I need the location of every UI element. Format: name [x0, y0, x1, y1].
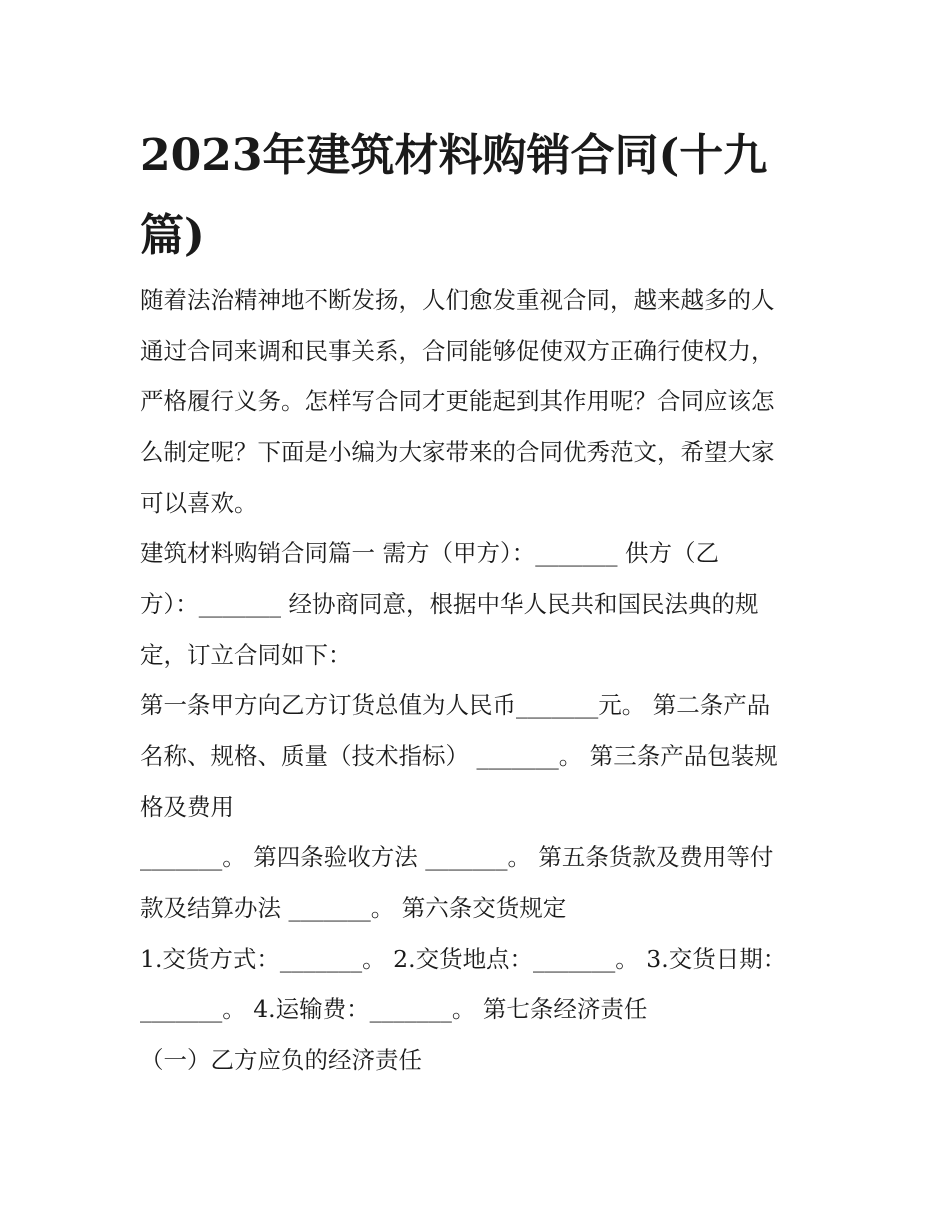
body-line: 么制定呢？下面是小编为大家带来的合同优秀范文，希望大家 [140, 438, 775, 466]
body-line: 定，订立合同如下： [140, 641, 352, 669]
body-line: 款及结算办法 _______。 第六条交货规定 [140, 894, 567, 922]
document-title: 2023年建筑材料购销合同(十九篇) [140, 130, 768, 261]
body-line: 方）：_______ 经协商同意，根据中华人民共和国民法典的规 [140, 590, 759, 618]
body-line: 1.交货方式：_______。 2.交货地点：_______。 3.交货日期： [140, 945, 787, 973]
body-line: 第一条甲方向乙方订货总值为人民币_______元。 第二条产品 [140, 691, 771, 719]
body-line: _______。 第四条验收方法 _______。 第五条货款及费用等付 [140, 843, 774, 871]
body-line: 可以喜欢。 [140, 489, 258, 517]
body-line: 建筑材料购销合同篇一 需方（甲方）：_______ 供方（乙 [140, 539, 719, 567]
body-line: _______。 4.运输费：_______。 第七条经济责任 [140, 995, 648, 1023]
body-line: 严格履行义务。怎样写合同才更能起到其作用呢？合同应该怎 [140, 387, 775, 415]
body-line: 通过合同来调和民事关系，合同能够促使双方正确行使权力， [140, 337, 775, 365]
body-line: （一）乙方应负的经济责任 [140, 1046, 422, 1074]
body-line: 随着法治精神地不断发扬，人们愈发重视合同，越来越多的人 [140, 286, 775, 314]
body-line: 格及费用 [140, 793, 234, 821]
body-line: 名称、规格、质量（技术指标） _______。 第三条产品包装规 [140, 742, 778, 770]
